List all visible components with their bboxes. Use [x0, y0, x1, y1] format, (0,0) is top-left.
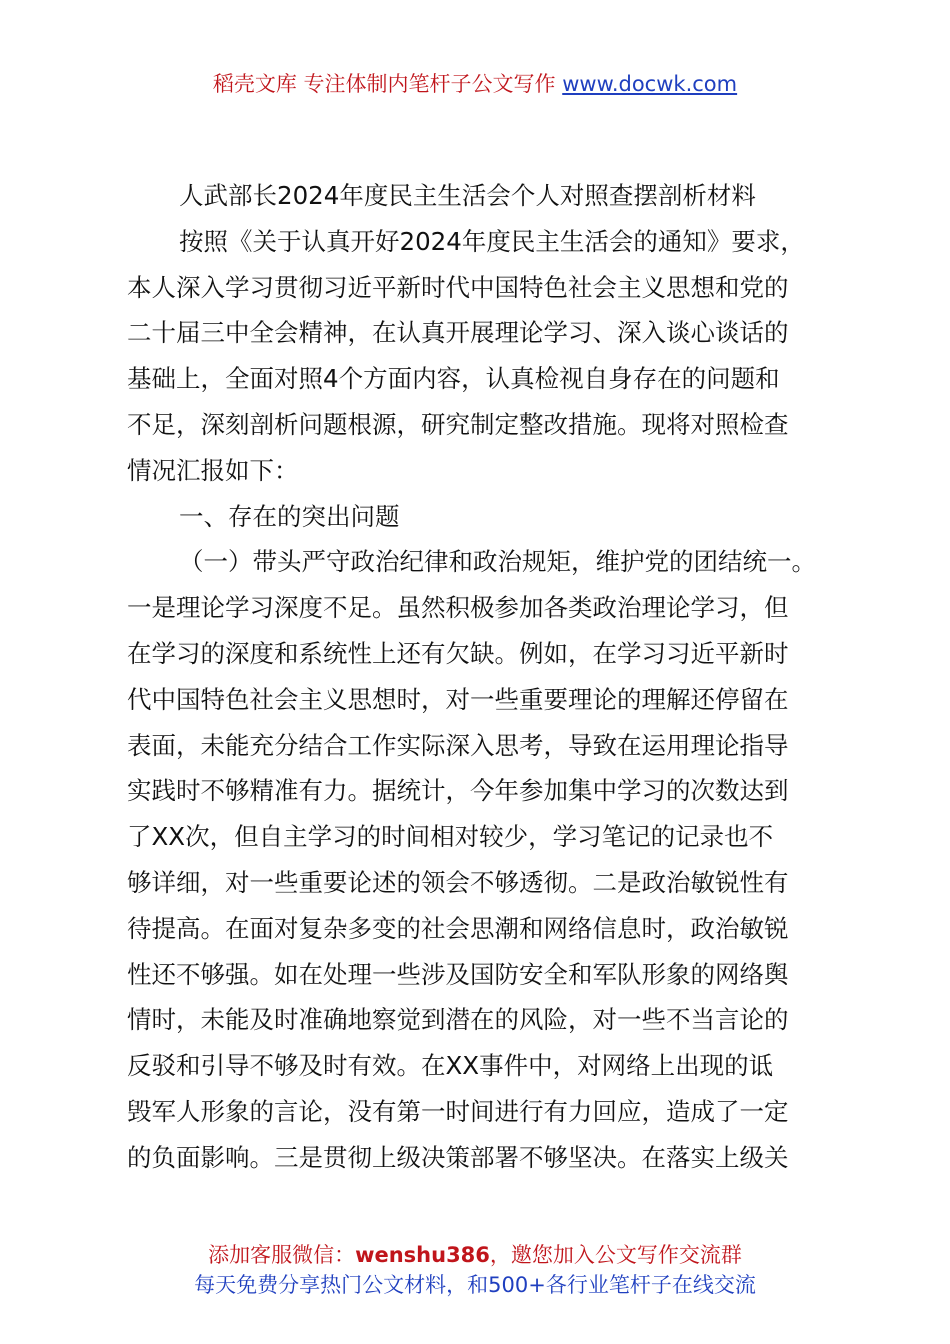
section-heading: 一、存在的突出问题	[179, 501, 400, 531]
paragraph-line: 一是理论学习深度不足。虽然积极参加各类政治理论学习，但	[127, 593, 789, 623]
paragraph-line: 本人深入学习贯彻习近平新时代中国特色社会主义思想和党的	[127, 272, 789, 302]
paragraph-line: 实践时不够精准有力。据统计，今年参加集中学习的次数达到	[127, 776, 789, 806]
paragraph-line: 毁军人形象的言论，没有第一时间进行有力回应，造成了一定	[127, 1096, 789, 1126]
paragraph-line: 代中国特色社会主义思想时，对一些重要理论的理解还停留在	[127, 684, 789, 714]
document-body	[127, 173, 827, 1181]
paragraph-line: 情时，未能及时准确地察觉到潜在的风险，对一些不当言论的	[127, 1005, 789, 1035]
footer-wechat-id: wenshu386	[355, 1243, 490, 1267]
paragraph-line: 在学习的深度和系统性上还有欠缺。例如，在学习习近平新时	[127, 638, 789, 668]
footer-contact-line	[0, 1240, 950, 1270]
paragraph-line: 反驳和引导不够及时有效。在XX事件中，对网络上出现的诋	[127, 1051, 774, 1081]
paragraph-line: 不足，深刻剖析问题根源，研究制定整改措施。现将对照检查	[127, 409, 789, 439]
header-brand-text: 稻壳文库 专注体制内笔杆子公文写作	[212, 72, 563, 96]
subsection-heading: （一）带头严守政治纪律和政治规矩，维护党的团结统一。	[179, 547, 816, 577]
document-title: 人武部长2024年度民主生活会个人对照查摆剖析材料	[179, 181, 756, 210]
paragraph-line: 了XX次，但自主学习的时间相对较少，学习笔记的记录也不	[127, 822, 774, 852]
paragraph-line: 二十届三中全会精神，在认真开展理论学习、深入谈心谈话的	[127, 318, 789, 348]
paragraph-line: 待提高。在面对复杂多变的社会思潮和网络信息时，政治敏锐	[127, 913, 789, 943]
paragraph-line: 性还不够强。如在处理一些涉及国防安全和军队形象的网络舆	[127, 959, 789, 989]
paragraph-line: 基础上，全面对照4个方面内容，认真检视自身存在的问题和	[127, 364, 780, 394]
paragraph-line: 情况汇报如下：	[127, 455, 299, 485]
footer-contact-prefix: 添加客服微信：	[208, 1243, 356, 1267]
paragraph-line: 按照《关于认真开好2024年度民主生活会的通知》要求，	[179, 226, 805, 256]
paragraph-line: 够详细，对一些重要论述的领会不够透彻。二是政治敏锐性有	[127, 867, 789, 897]
page-footer	[0, 1240, 950, 1300]
page-header	[0, 68, 950, 100]
paragraph-line: 的负面影响。三是贯彻上级决策部署不够坚决。在落实上级关	[127, 1142, 789, 1172]
header-website-link[interactable]: www.docwk.com	[562, 72, 738, 96]
footer-promo-line: 每天免费分享热门公文材料，和500+各行业笔杆子在线交流	[194, 1273, 756, 1297]
footer-contact-suffix: ，邀您加入公文写作交流群	[489, 1243, 742, 1267]
paragraph-line: 表面，未能充分结合工作实际深入思考，导致在运用理论指导	[127, 730, 789, 760]
